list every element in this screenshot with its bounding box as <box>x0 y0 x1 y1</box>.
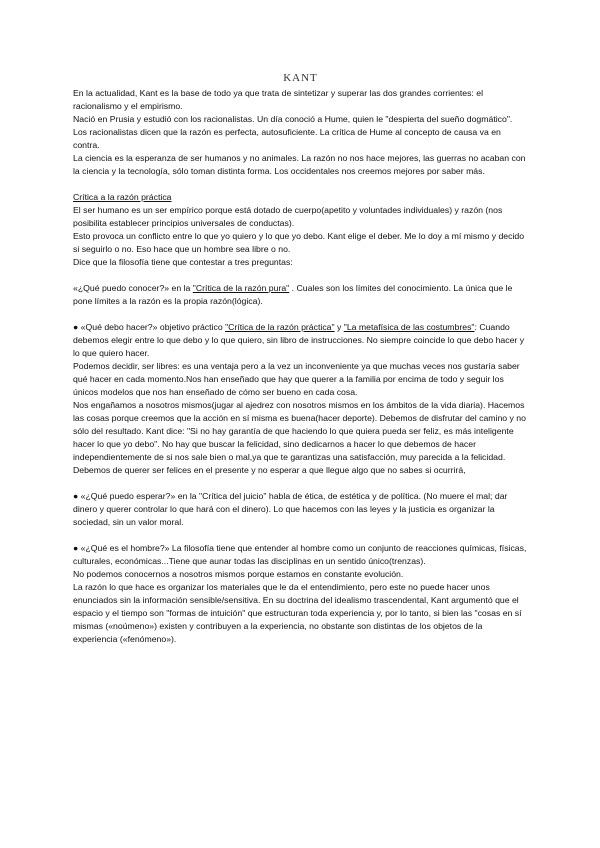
question-2-reference-2: "La metafísica de las costumbres" <box>343 322 475 332</box>
question-1-paragraph <box>73 282 528 308</box>
question-2-lead: ● «Qué debo hacer?» objetivo práctico <box>73 322 226 332</box>
question-2-reference-1: "Crítica de la razón práctica" <box>225 322 335 332</box>
section-line-2: Esto provoca un conflicto entre lo que yo quiero y lo que yo debo. Kant elige el deber. Me lo doy a mí mismo y decido si seguirlo o no. Eso hace que un hombre sea libre o no. <box>73 231 525 254</box>
intro-paragraph-1: En la actualidad, Kant es la base de todo ya que trata de sintetizar y superar las dos grandes corrientes: el racionalismo y el empirismo. <box>73 88 484 111</box>
section-line-3: Dice que la filosofía tiene que contestar a tres preguntas: <box>73 257 293 267</box>
question-4-paragraph: ● «¿Qué es el hombre?» La filosofía tiene que entender al hombre como un conjunto de reacciones químicas, físicas, culturales, económicas...Tiene que aunar todas las disciplinas en un sentido único(trenzas). <box>73 543 527 566</box>
question-4-paragraph-3: La razón lo que hace es organizar los materiales que le da el entendimiento, pero este no puede hacer unos enunciados sin la información sensible/sensitiva. En su doctrina del idealismo trascendental, Kant argumentó que el espacio y el tiempo son "formas de intuición" que estructuran toda experiencia y, por lo tanto, si bien las "cosas en sí mismas («noúmeno») existen y contribuyen a la experiencia, no obstante son distintas de los objetos de la experiencia («fenómeno»). <box>73 582 522 644</box>
intro-paragraph-2: Nació en Prusia y estudió con los racionalistas. Un día conoció a Hume, quien le "despierta del sueño dogmático". <box>73 114 513 124</box>
intro-paragraph-4: La ciencia es la esperanza de ser humanos y no animales. La razón no nos hace mejores, las guerras no acaban con la ciencia y la tecnología, sólo toman distinta forma. Los occidentales nos creemos mejores por saber más. <box>73 153 526 176</box>
question-2-paragraph-2: Podemos decidir, ser libres: es una ventaja pero a la vez un inconveniente ya que muchas veces nos gustaría saber qué hacer en cada momento.Nos han enseñado que hay que querer a la familia por encima de todo y seguir los únicos modelos que nos han enseñado de cómo ser bueno en cada cosa. <box>73 361 520 397</box>
question-2-body: : Cuando debemos elegir entre lo que debo y lo que quiero, sin libro de instrucciones. No siempre coincide lo que debo hacer y lo que quiero hacer. <box>73 322 525 358</box>
question-2-connector: y <box>334 322 344 332</box>
document-title: KANT <box>283 72 318 84</box>
question-1-body: . Cuales son los límites del conocimiento. La única que le pone límites a la razón es la propia razón(lógica). <box>73 283 513 306</box>
intro-paragraph-3: Los racionalistas dicen que la razón es perfecta, autosuficiente. La crítica de Hume al concepto de causa va en contra. <box>73 127 501 150</box>
question-2-paragraph <box>73 321 528 360</box>
question-3-paragraph: ● «¿Qué puedo esperar?» en la "Crítica del juicio" habla de ética, de estética y de política. (No muere el mal; dar dinero y querer controlar lo que hará con el dinero). Lo que hacemos con las leyes y la justicia es organizar la sociedad, sin un valor moral. <box>73 491 508 527</box>
section-line-1: El ser humano es un ser empírico porque está dotado de cuerpo(apetito y voluntades individuales) y razón (nos posibilita establecer principios universales de conductas). <box>73 205 503 228</box>
section-heading: Crítica a la razón práctica <box>73 192 172 202</box>
question-1-lead: «¿Qué puedo conocer?» en la <box>73 283 193 293</box>
document-page <box>73 72 528 646</box>
question-4-paragraph-2: No podemos conocernos a nosotros mismos porque estamos en constante evolución. <box>73 569 404 579</box>
question-1-reference: "Crítica de la razón pura" <box>192 283 290 293</box>
question-2-paragraph-3: Nos engañamos a nosotros mismos(jugar al ajedrez con nosotros mismos en los ámbitos de la vida diaria). Hacemos las cosas porque creemos que la acción en sí misma es buena(hacer deporte). Debemos de disfrutar del camino y no sólo del resultado. Kant dice: "Si no hay garantía de que haciendo lo que quiera pueda ser feliz, es más inteligente hacer lo que yo debo". No hay que buscar la felicidad, sino dedicarnos a hacer lo que debemos de hacer independientemente de si nos sale bien o mal,ya que te garantizas una satisfacción, muy parecida a la felicidad. Debemos de querer ser felices en el presente y no esperar a que llegue algo que no sabes si ocurrirá, <box>73 400 526 475</box>
